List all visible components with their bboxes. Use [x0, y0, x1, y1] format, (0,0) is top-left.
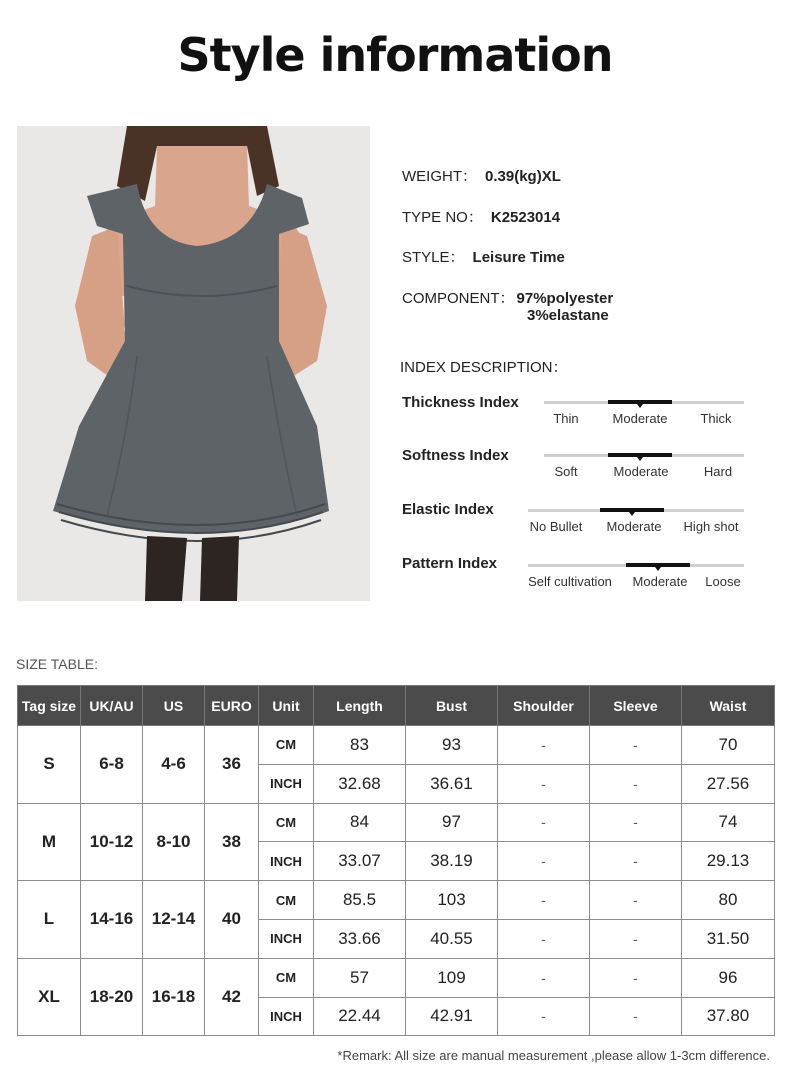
index-label-mid: Moderate — [632, 574, 688, 589]
us-cell: 16-18 — [143, 958, 205, 1036]
table-row — [18, 881, 775, 920]
remark-note: *Remark: All size are manual measurement ,please allow 1-3cm difference. — [337, 1048, 770, 1063]
bust-cell: 93 — [406, 726, 498, 765]
style-label: STYLE： — [402, 249, 465, 266]
shoulder-cell: - — [498, 919, 590, 958]
index-marker-icon — [637, 457, 643, 461]
bust-cell: 40.55 — [406, 919, 498, 958]
header-waist: Waist — [682, 686, 775, 726]
index-label-low: Self cultivation — [528, 574, 612, 589]
bust-cell: 42.91 — [406, 997, 498, 1036]
index-name: Elastic Index — [402, 501, 494, 518]
tag-size-cell: S — [18, 726, 81, 804]
euro-cell: 40 — [205, 881, 259, 959]
unit-cell: INCH — [259, 764, 314, 803]
unit-cell: CM — [259, 803, 314, 842]
length-cell: 85.5 — [314, 881, 406, 920]
us-cell: 8-10 — [143, 803, 205, 881]
length-cell: 32.68 — [314, 764, 406, 803]
tag-size-cell: M — [18, 803, 81, 881]
dress-illustration — [17, 126, 370, 601]
sleeve-cell: - — [590, 764, 682, 803]
waist-cell: 70 — [682, 726, 775, 765]
bust-cell: 103 — [406, 881, 498, 920]
size-table-label: SIZE TABLE: — [16, 656, 98, 672]
unit-cell: INCH — [259, 997, 314, 1036]
waist-cell: 31.50 — [682, 919, 775, 958]
waist-cell: 29.13 — [682, 842, 775, 881]
waist-cell: 74 — [682, 803, 775, 842]
shoulder-cell: - — [498, 726, 590, 765]
sleeve-cell: - — [590, 726, 682, 765]
index-marker-icon — [655, 567, 661, 571]
length-cell: 84 — [314, 803, 406, 842]
index-marker-icon — [637, 404, 643, 408]
length-cell: 57 — [314, 958, 406, 997]
sleeve-cell: - — [590, 803, 682, 842]
sleeve-cell: - — [590, 958, 682, 997]
waist-cell: 80 — [682, 881, 775, 920]
shoulder-cell: - — [498, 997, 590, 1036]
weight-label: WEIGHT： — [402, 168, 477, 185]
header-tag-size: Tag size — [18, 686, 81, 726]
index-label-high: Thick — [700, 411, 732, 426]
length-cell: 83 — [314, 726, 406, 765]
weight-row — [402, 165, 561, 186]
sleeve-cell: - — [590, 881, 682, 920]
type-no-value: K2523014 — [490, 209, 561, 226]
waist-cell: 27.56 — [682, 764, 775, 803]
unit-cell: CM — [259, 881, 314, 920]
index-label-low: No Bullet — [529, 519, 583, 534]
shoulder-cell: - — [498, 958, 590, 997]
length-cell: 33.66 — [314, 919, 406, 958]
component-label: COMPONENT： — [402, 290, 515, 307]
style-row — [402, 246, 565, 267]
style-value: Leisure Time — [472, 249, 565, 266]
component-row — [402, 287, 614, 324]
uk-au-cell: 6-8 — [81, 726, 143, 804]
euro-cell: 36 — [205, 726, 259, 804]
shoulder-cell: - — [498, 842, 590, 881]
shoulder-cell: - — [498, 764, 590, 803]
header-euro: EURO — [205, 686, 259, 726]
header-us: US — [143, 686, 205, 726]
softness-index — [402, 447, 747, 487]
bust-cell: 36.61 — [406, 764, 498, 803]
shoulder-cell: - — [498, 803, 590, 842]
pattern-index — [402, 555, 747, 595]
unit-cell: CM — [259, 958, 314, 997]
index-description-heading: INDEX DESCRIPTION： — [400, 359, 568, 376]
header-uk-au: UK/AU — [81, 686, 143, 726]
size-table — [17, 685, 775, 1036]
waist-cell: 37.80 — [682, 997, 775, 1036]
header-sleeve: Sleeve — [590, 686, 682, 726]
waist-cell: 96 — [682, 958, 775, 997]
unit-cell: CM — [259, 726, 314, 765]
index-label-mid: Moderate — [606, 519, 662, 534]
header-bust: Bust — [406, 686, 498, 726]
sleeve-cell: - — [590, 919, 682, 958]
component-value-2: 3%elastane — [527, 307, 609, 324]
sleeve-cell: - — [590, 997, 682, 1036]
index-label-mid: Moderate — [612, 411, 668, 426]
tag-size-cell: XL — [18, 958, 81, 1036]
bust-cell: 109 — [406, 958, 498, 997]
table-header-row — [18, 686, 775, 726]
table-row — [18, 726, 775, 765]
bust-cell: 38.19 — [406, 842, 498, 881]
header-length: Length — [314, 686, 406, 726]
type-no-row — [402, 206, 560, 227]
euro-cell: 38 — [205, 803, 259, 881]
unit-cell: INCH — [259, 919, 314, 958]
tag-size-cell: L — [18, 881, 81, 959]
type-no-label: TYPE NO： — [402, 209, 483, 226]
uk-au-cell: 10-12 — [81, 803, 143, 881]
index-label-high: High shot — [683, 519, 739, 534]
header-unit: Unit — [259, 686, 314, 726]
euro-cell: 42 — [205, 958, 259, 1036]
index-label-high: Hard — [703, 464, 733, 479]
weight-value: 0.39(kg)XL — [485, 168, 561, 185]
index-name: Thickness Index — [402, 394, 519, 411]
product-photo — [17, 126, 370, 601]
index-marker-icon — [629, 512, 635, 516]
bust-cell: 97 — [406, 803, 498, 842]
index-label-low: Soft — [554, 464, 578, 479]
sleeve-cell: - — [590, 842, 682, 881]
uk-au-cell: 14-16 — [81, 881, 143, 959]
thickness-index — [402, 394, 747, 434]
page-title: Style information — [177, 28, 613, 82]
table-row — [18, 803, 775, 842]
us-cell: 4-6 — [143, 726, 205, 804]
component-value: 97%polyester — [516, 290, 614, 307]
elastic-index — [402, 501, 747, 541]
index-name: Softness Index — [402, 447, 509, 464]
length-cell: 22.44 — [314, 997, 406, 1036]
index-name: Pattern Index — [402, 555, 498, 572]
index-label-high: Loose — [705, 574, 741, 589]
length-cell: 33.07 — [314, 842, 406, 881]
table-row — [18, 958, 775, 997]
uk-au-cell: 18-20 — [81, 958, 143, 1036]
index-label-mid: Moderate — [613, 464, 669, 479]
shoulder-cell: - — [498, 881, 590, 920]
index-label-low: Thin — [553, 411, 579, 426]
unit-cell: INCH — [259, 842, 314, 881]
header-shoulder: Shoulder — [498, 686, 590, 726]
us-cell: 12-14 — [143, 881, 205, 959]
